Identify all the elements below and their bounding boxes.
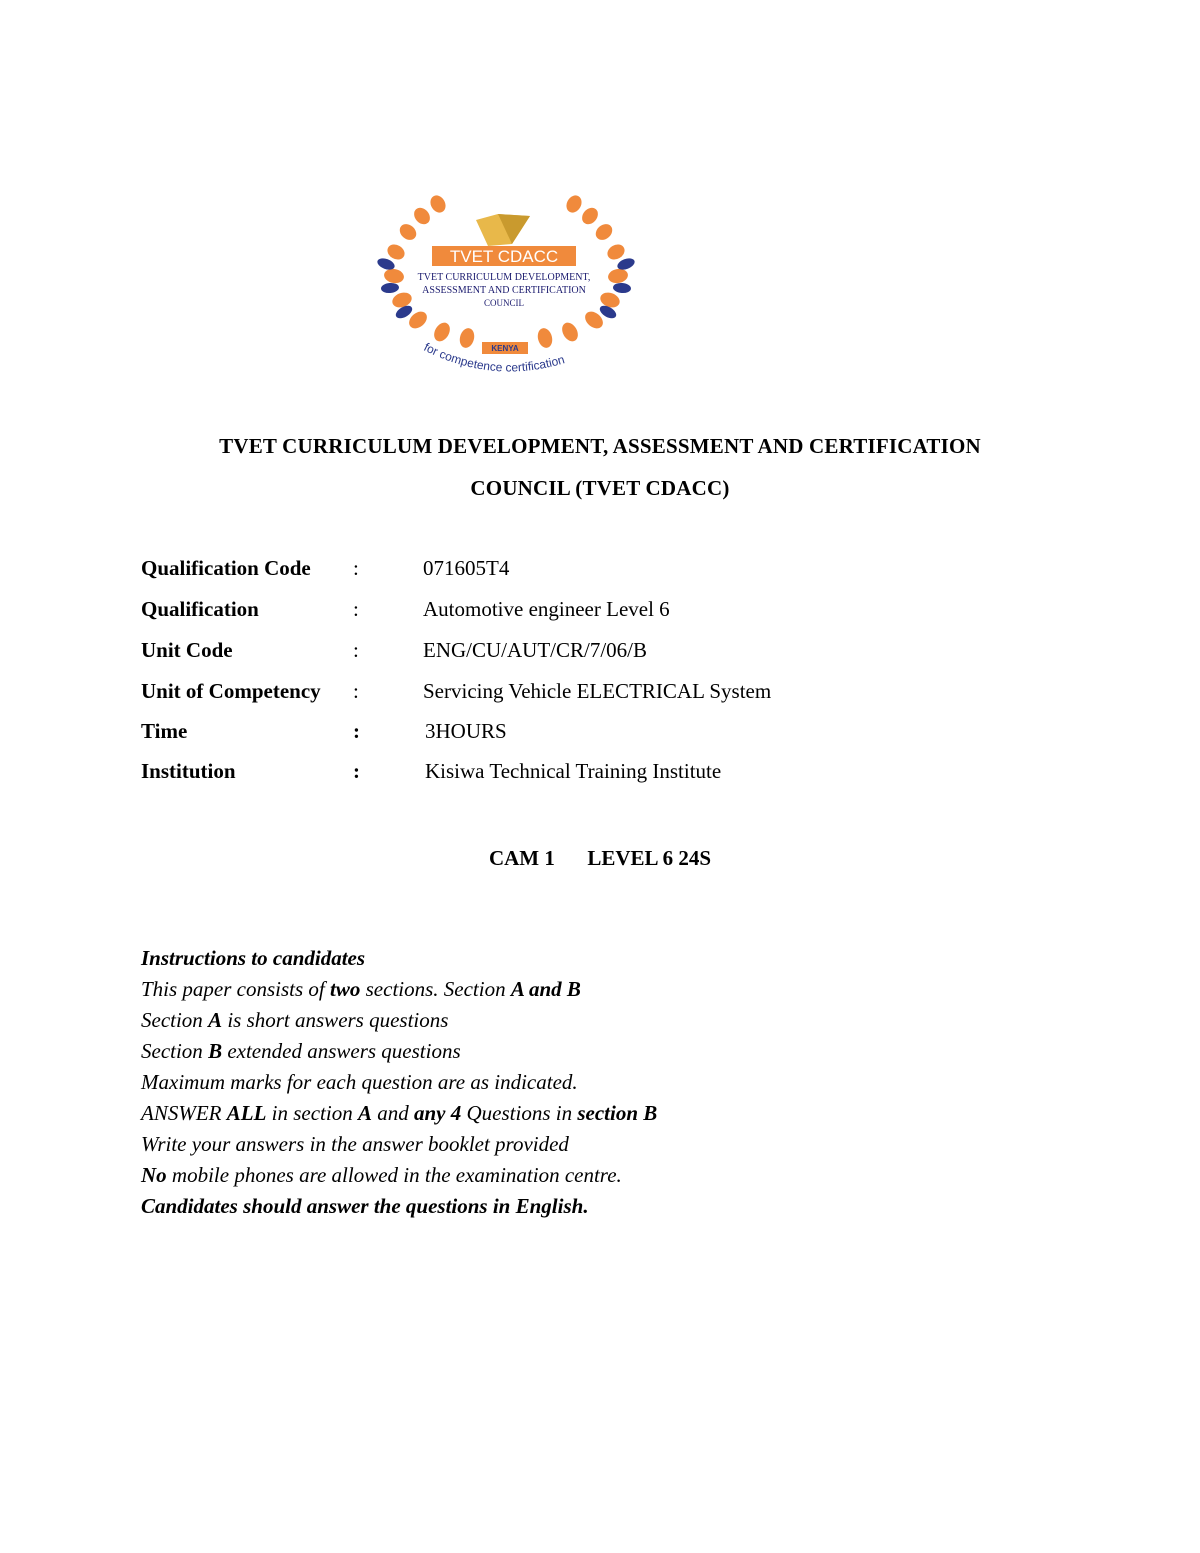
detail-label: Unit of Competency xyxy=(141,679,321,703)
instruction-line-2: Section A is short answers questions xyxy=(141,1008,449,1032)
detail-value: 071605T4 xyxy=(423,556,510,580)
instruction-line-6: Write your answers in the answer booklet provided xyxy=(141,1132,569,1156)
detail-value: ENG/CU/AUT/CR/7/06/B xyxy=(423,638,648,662)
detail-colon: : xyxy=(353,638,359,662)
detail-colon: : xyxy=(353,679,359,703)
instruction-line-4: Maximum marks for each question are as indicated. xyxy=(141,1070,578,1094)
detail-colon: : xyxy=(353,719,360,743)
detail-value: Servicing Vehicle ELECTRICAL System xyxy=(423,679,772,703)
detail-colon: : xyxy=(353,556,359,580)
exam-series xyxy=(0,846,1200,871)
exam-cam: CAM 1 xyxy=(488,846,555,870)
svg-text:ASSESSMENT AND CERTIFICATION: ASSESSMENT AND CERTIFICATION xyxy=(422,285,586,296)
detail-label: Time xyxy=(141,719,188,743)
logo-emblem-icon xyxy=(372,186,640,382)
detail-value: Kisiwa Technical Training Institute xyxy=(425,759,722,783)
instruction-line-5: ANSWER ALL in section A and any 4 Questions in section B xyxy=(141,1101,658,1125)
instructions-heading: Instructions to candidates xyxy=(141,946,366,970)
detail-value: Automotive engineer Level 6 xyxy=(423,597,670,621)
svg-text:KENYA: KENYA xyxy=(491,344,519,353)
detail-colon: : xyxy=(353,759,360,783)
detail-label: Institution xyxy=(141,759,236,783)
council-title-line1: TVET CURRICULUM DEVELOPMENT, ASSESSMENT AND CERTIFICATION xyxy=(219,434,981,458)
detail-label: Qualification xyxy=(141,597,259,621)
svg-text:for competence certification: for competence certification xyxy=(421,339,567,375)
logo-brand-text: TVET CDACC xyxy=(449,247,559,266)
exam-level: LEVEL 6 24S xyxy=(587,846,712,870)
detail-label: Qualification Code xyxy=(141,556,311,580)
instruction-line-7: No mobile phones are allowed in the examination centre. xyxy=(141,1163,622,1187)
instruction-line-1: This paper consists of two sections. Section A and B xyxy=(141,977,581,1001)
svg-text:COUNCIL: COUNCIL xyxy=(484,298,524,308)
detail-value: 3HOURS xyxy=(425,719,507,743)
svg-text:TVET CURRICULUM DEVELOPMENT,: TVET CURRICULUM DEVELOPMENT, xyxy=(417,272,591,283)
detail-colon: : xyxy=(353,597,359,621)
council-title-line2: COUNCIL (TVET CDACC) xyxy=(470,476,730,500)
instruction-line-3: Section B extended answers questions xyxy=(141,1039,461,1063)
tvet-cdacc-logo xyxy=(372,186,640,382)
detail-label: Unit Code xyxy=(141,638,233,662)
instruction-line-8: Candidates should answer the questions in English. xyxy=(141,1194,589,1218)
